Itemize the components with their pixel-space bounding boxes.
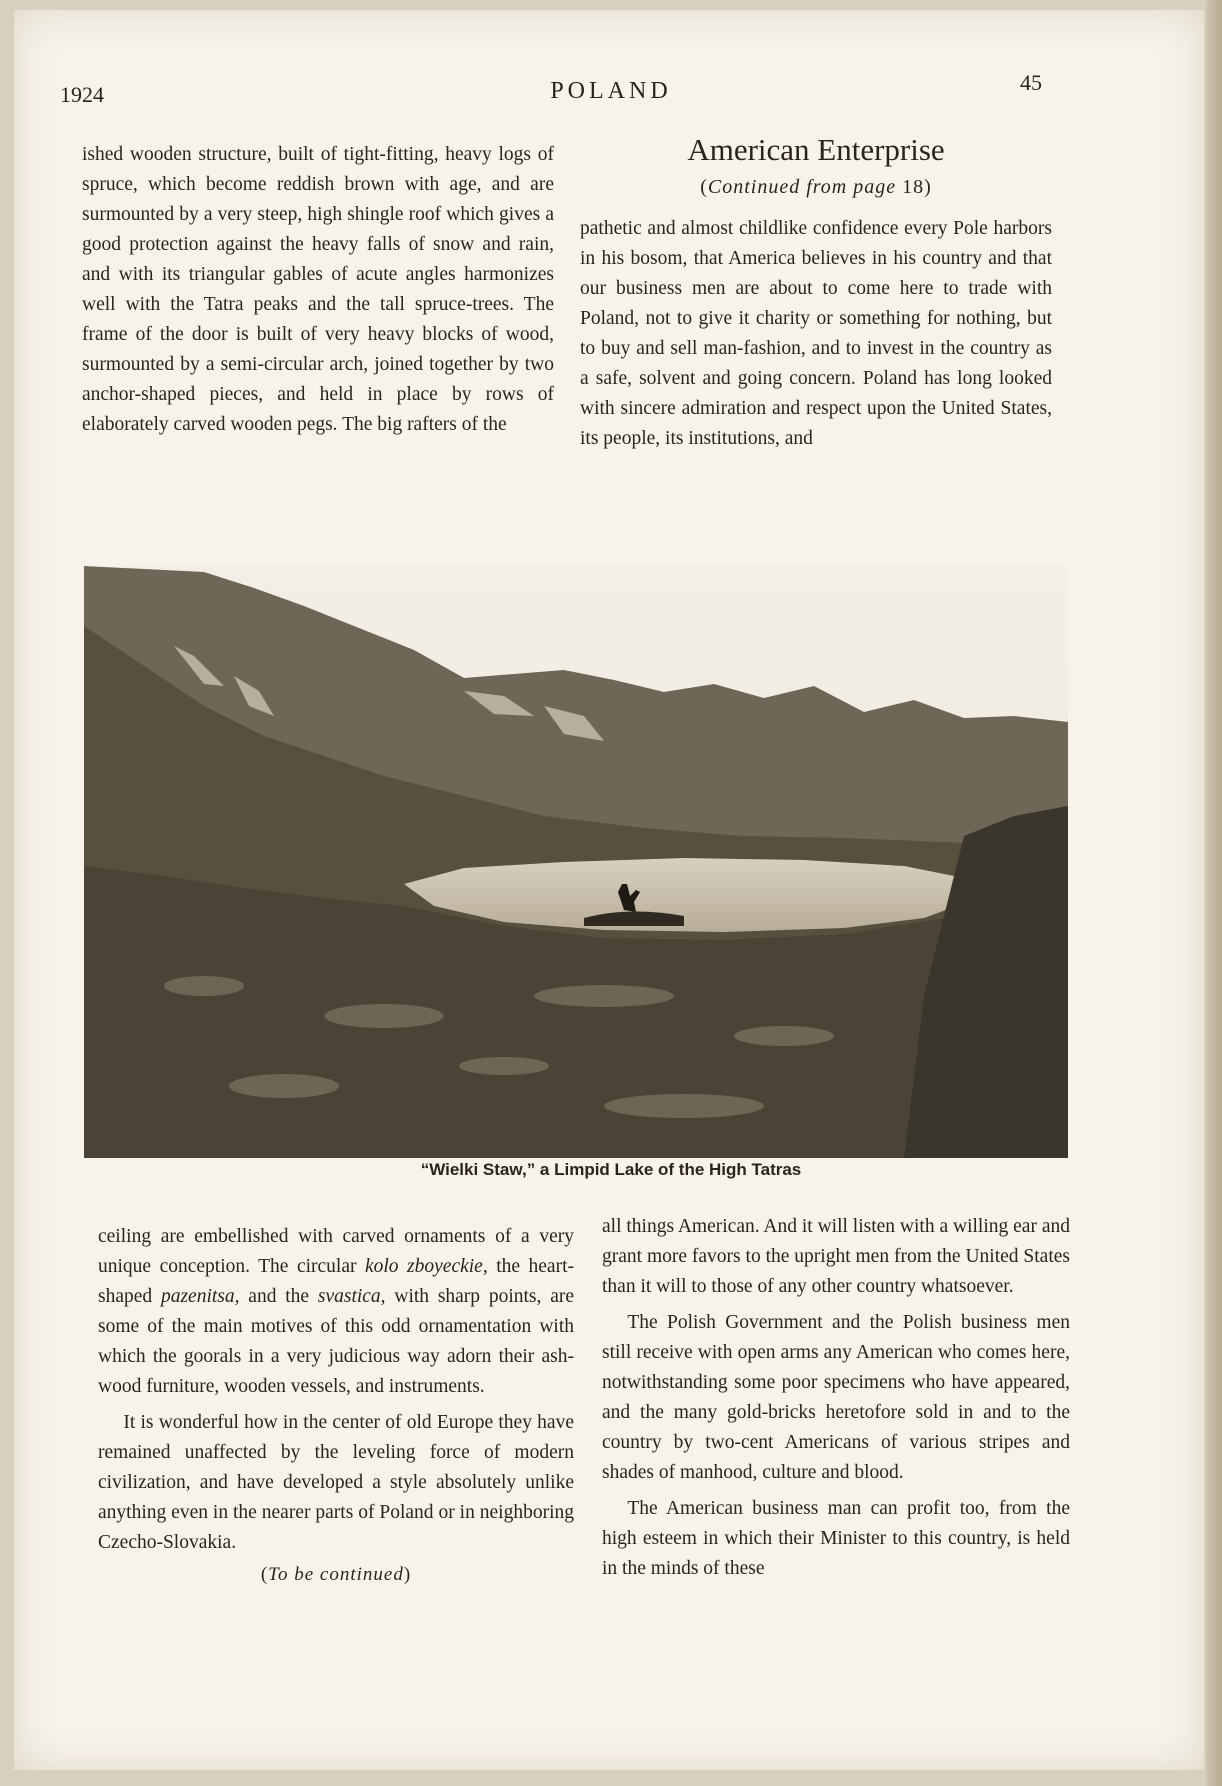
text-run: the heart-shaped: [98, 1256, 574, 1307]
page-year: 1924: [60, 82, 104, 107]
mountain-lake-illustration: [84, 566, 1068, 1158]
italic-term: kolo zboyeckie,: [364, 1256, 488, 1277]
left-column-top: [82, 140, 554, 440]
continued-from-page: 18: [902, 176, 925, 198]
left-top-paragraph: ished wooden structure, built of tight-fitting, heavy logs of spruce, which become reddish brown with age, and are surmounted by a very steep, high shingle roof which gives a good protection against the heavy falls of snow and rain, and with its triangular gables of acute angles harmonizes well with the Tatra peaks and the tall spruce-trees. The frame of the door is built of very heavy blocks of wood, surmounted by a semi-circular arch, joined together by two anchor-shaped pieces, and held in place by rows of elaborately carved wooden pegs. The big rafters of the: [82, 144, 554, 435]
running-title: POLAND: [550, 78, 672, 104]
government-paragraph: The Polish Government and the Polish business men still receive with open arms any American who comes here, notwithstanding some poor specimens who have appeared, and the many gold-bricks heretofore sold in and to the country by two-cent Americans of various stripes and shades of manhood, culture and blood.: [602, 1312, 1070, 1483]
right-top-paragraph: pathetic and almost childlike confidence every Pole harbors in his bosom, that America believes in his country and that our business men are about to come here to trade with Poland, not to give it charity or something for nothing, but to buy and sell man-fashion, and to invest in the country as a safe, solvent and going concern. Poland has long looked with sincere admiration and respect upon the United States, its people, its institutions, and: [580, 218, 1052, 449]
right-column-bottom: [602, 1212, 1070, 1584]
continued-from-note: (Continued from page 18): [700, 176, 932, 198]
section-title: American Enterprise: [687, 132, 945, 167]
continued-from-label: Continued from page: [707, 176, 897, 198]
right-column-top: [580, 214, 1052, 454]
italic-term: pazenitsa,: [160, 1286, 240, 1307]
business-man-paragraph: The American business man can profit too, from the high esteem in which their Minister to this country, is held in the minds of these: [602, 1498, 1070, 1579]
italic-term: svastica,: [317, 1286, 386, 1307]
wonderful-paragraph: It is wonderful how in the center of old Europe they have remained unaffected by the leveling force of modern civilization, and have developed a style absolutely unlike anything even in the nearer parts of Poland or in neighboring Czecho-Slovakia.: [98, 1412, 574, 1553]
left-column-bottom: [98, 1222, 574, 1590]
text-run: with sharp points, are some of the main motives of this odd ornamentation with which the goorals in a very judicious way adorn their ash-wood furniture, wooden vessels, and instruments.: [98, 1286, 574, 1397]
to-be-continued: (To be continued): [260, 1564, 412, 1585]
american-things-paragraph: all things American. And it will listen with a willing ear and grant more favors to the upright men from the United States than it will to those of any other country whatsoever.: [602, 1216, 1070, 1297]
page-number: 45: [1020, 70, 1042, 95]
book-spine: [1206, 0, 1222, 1786]
photo-caption: “Wielki Staw,” a Limpid Lake of the High Tatras: [420, 1160, 802, 1179]
to-be-continued-label: To be continued: [268, 1564, 404, 1585]
ornaments-paragraph: [98, 1222, 574, 1402]
text-run: ceiling are embellished with carved ornaments of a very unique conception. The circular: [98, 1226, 574, 1277]
text-run: and the: [239, 1286, 318, 1307]
lake-photograph: [84, 566, 1068, 1158]
